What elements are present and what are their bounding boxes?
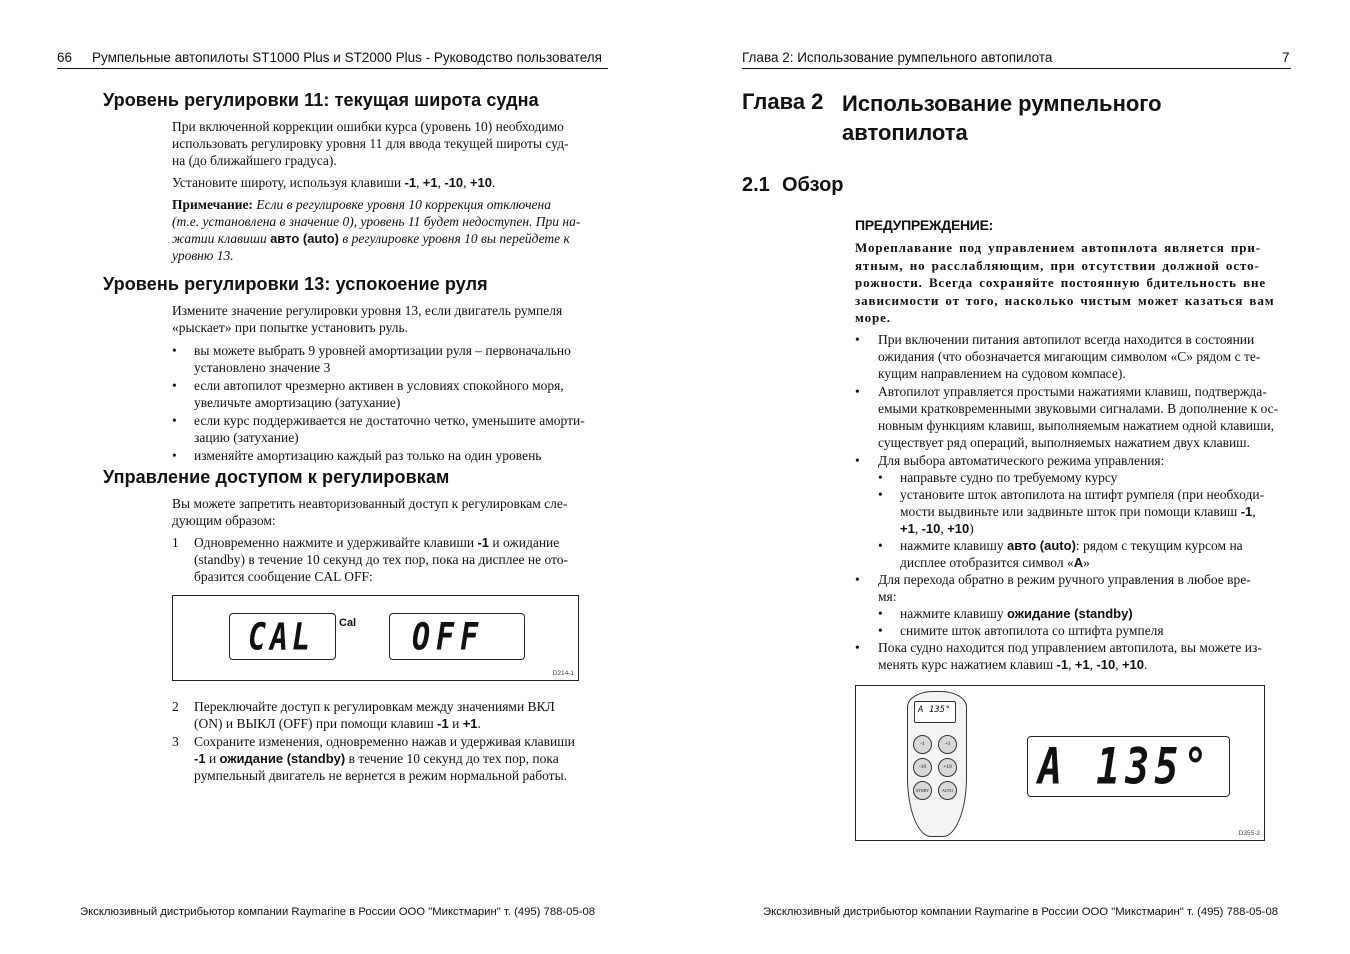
minus-10-button[interactable]: -10 xyxy=(913,758,932,777)
autopilot-controller xyxy=(907,691,967,837)
sub-list-item: • снимите шток автопилота со штифта румпеля xyxy=(878,623,1164,638)
list-item: • Для перехода обратно в режим ручного управления в любое вре- мя: xyxy=(855,572,1251,604)
left-header-rule xyxy=(57,68,608,69)
access-step-3: 3 Сохраните изменения, одновременно нажав и удерживая клавиши -1 и ожидание (standby) в течение 10 секунд до тех пор, пока румпельный двигатель не вернется в режим нормальной работы. xyxy=(172,734,575,783)
warning-label: ПРЕДУПРЕЖДЕНИЕ: xyxy=(855,217,993,233)
chapter-label: Глава 2 xyxy=(742,89,824,114)
sub-list-item: • нажмите клавишу авто (auto): рядом с текущим курсом на дисплее отобразится символ «A» xyxy=(878,538,1243,570)
lcd-display-off xyxy=(389,613,525,660)
access-step-1: 1 Одновременно нажмите и удерживайте клавиши -1 и ожидание (standby) в течение 10 секунд до тех пор, пока на дисплее не ото- бразится сообщение CAL OFF: xyxy=(172,535,569,584)
lcd-small-cal: Cal xyxy=(339,617,357,629)
standby-button[interactable]: STDBY xyxy=(913,781,932,800)
lcd-text-cal: CAL xyxy=(248,615,315,660)
minus-1-button[interactable]: -1 xyxy=(913,735,932,754)
list-item: • Пока судно находится под управлением автопилота, вы можете из- менять курс нажатием клавиш -1, +1, -10, +10. xyxy=(855,640,1262,672)
list-item: • При включении питания автопилот всегда находится в состоянии ожидания (что обозначается мигающим символом «С» рядом с те- кущим направлением на судовом компасе). xyxy=(855,332,1261,381)
list-item: • изменяйте амортизацию каждый раз только на один уровень xyxy=(172,448,542,463)
auto-button[interactable]: AUTO xyxy=(938,781,957,800)
right-page-number: 7 xyxy=(1282,50,1290,65)
sub-list-item: • установите шток автопилота на штифт румпеля (при необходи- мости выдвиньте или задвиньте шток при помощи клавиш -1, +1, -10, +10) xyxy=(878,487,1265,536)
list-item: • Для выбора автоматического режима управления: xyxy=(855,453,1165,468)
section-number: 2.1 xyxy=(742,174,770,196)
list-item: • вы можете выбрать 9 уровней амортизации руля – первоначально установлено значение 3 xyxy=(172,343,571,375)
section-11-note: Примечание: Если в регулировке уровня 10 коррекция отключена (т.е. установлена в значение 0), уровень 11 будет недоступен. При на- жатии клавиши авто (auto) в регулировке уровня 10 вы перейдете к уровню 13. xyxy=(172,197,581,263)
large-heading-display xyxy=(1027,736,1230,797)
section-heading-level-11: Уровень регулировки 11: текущая широта судна xyxy=(103,90,539,110)
section-title: Обзор xyxy=(782,174,844,196)
section-13-bullet-list xyxy=(172,342,612,465)
access-step-2: 2 Переключайте доступ к регулировкам между значениями ВКЛ (ON) и ВЫКЛ (OFF) при помощи клавиш -1 и +1. xyxy=(172,699,555,731)
plus-1-button[interactable]: +1 xyxy=(938,735,957,754)
figure-code: D355-2 xyxy=(1238,830,1260,837)
lcd-display-cal xyxy=(229,613,357,660)
cal-off-figure xyxy=(172,595,579,681)
warning-text: Мореплавание под управлением автопилота является при- ятным, но расслабляющим, при отсутствии должной осто- рожности. Всегда сохраняйте постоянную бдительность вне зависимости от того, насколько чистым может казаться вам море. xyxy=(855,240,1275,325)
section-11-latitude-instruction: Установите широту, используя клавиши -1, +1, -10, +10. xyxy=(172,175,496,190)
sub-list-item: • нажмите клавишу ожидание (standby) xyxy=(878,606,1133,621)
section-heading-level-13: Уровень регулировки 13: успокоение руля xyxy=(103,274,488,294)
controller-display: A 135° xyxy=(914,701,956,723)
list-item: • если автопилот чрезмерно активен в условиях спокойного моря, увеличьте амортизацию (затухание) xyxy=(172,378,564,410)
list-item: • если курс поддерживается не достаточно четко, уменьшите аморти- зацию (затухание) xyxy=(172,413,585,445)
left-running-header: Румпельные автопилоты ST1000 Plus и ST2000 Plus - Руководство пользователя xyxy=(92,50,602,65)
left-footer: Эксклюзивный дистрибьютор компании Raymarine в России ООО "Микстмарин" т. (495) 788-05-08 xyxy=(80,906,596,918)
chapter-title: Использование румпельного автопилота xyxy=(842,91,1162,145)
section-11-paragraph: При включенной коррекции ошибки курса (уровень 10) необходимо использовать регулировку уровня 11 для ввода текущей широты суд- на (до ближайшего градуса). xyxy=(172,119,569,168)
right-footer: Эксклюзивный дистрибьютор компании Raymarine в России ООО "Микстмарин" т. (495) 788-05-08 xyxy=(763,906,1279,918)
access-paragraph: Вы можете запретить неавторизованный доступ к регулировкам сле- дующим образом: xyxy=(172,496,568,528)
section-13-paragraph: Измените значение регулировки уровня 13, если двигатель румпеля «рыскает» при попытке установить руль. xyxy=(172,303,563,335)
right-header-rule xyxy=(742,68,1291,69)
sub-list-item: • направьте судно по требуемому курсу xyxy=(878,470,1118,485)
right-running-header: Глава 2: Использование румпельного автопилота xyxy=(742,50,1053,65)
large-display-text: A 135° xyxy=(1038,738,1213,796)
lcd-text-off: OFF xyxy=(412,615,485,660)
plus-10-button[interactable]: +10 xyxy=(938,758,957,777)
autopilot-figure xyxy=(855,685,1265,841)
section-heading-access-control: Управление доступом к регулировкам xyxy=(103,467,450,487)
figure-code: D214-1 xyxy=(552,670,574,677)
overview-bullet-list xyxy=(855,331,1295,673)
left-page-number: 66 xyxy=(57,50,73,65)
list-item: • Автопилот управляется простыми нажатиями клавиш, подтвержда- емыми кратковременными звуковыми сигналами. В дополнение к ос- новным функциям клавиш, выполняемым нажатием одной клавиши, существует ряд операций, выполняемых нажатием двух клавиш. xyxy=(855,384,1279,450)
